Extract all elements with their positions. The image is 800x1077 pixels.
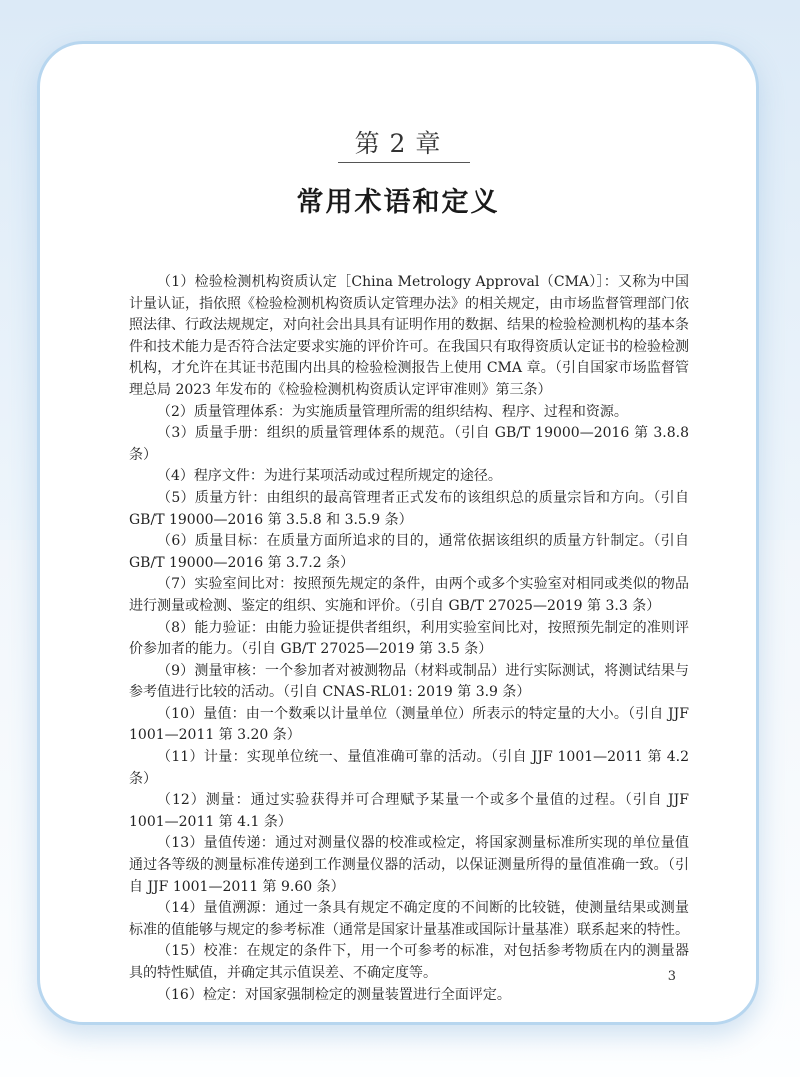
book-page-card [37, 41, 759, 1025]
definition-paragraph: （5）质量方针：由组织的最高管理者正式发布的该组织总的质量宗旨和方向。（引自 GB/T 19000—2016 第 3.5.8 和 3.5.9 条） [129, 489, 689, 528]
definition-paragraph: （8）能力验证：由能力验证提供者组织，利用实验室间比对，按照预先制定的准则评价参加者的能力。（引自 GB/T 27025—2019 第 3.5 条） [129, 619, 689, 658]
definition-paragraph: （6）质量目标：在质量方面所追求的目的，通常依据该组织的质量方针制定。（引自 GB/T 19000—2016 第 3.7.2 条） [129, 533, 689, 571]
definition-paragraph: （4）程序文件：为进行某项活动或过程所规定的途径。 [157, 468, 502, 485]
page-number: 3 [667, 969, 676, 984]
body-text [129, 272, 689, 1006]
definition-paragraph: （7）实验室间比对：按照预先规定的条件，由两个或多个实验室对相同或类似的物品进行测量或检测、鉴定的组织、实施和评价。（引自 GB/T 27025—2019 第 3.3 条） [129, 576, 689, 614]
chapter-label: 第 2 章 [354, 129, 442, 158]
definition-paragraph: （3）质量手册：组织的质量管理体系的规范。（引自 GB/T 19000—2016 第 3.8.8 条） [129, 425, 689, 463]
chapter-divider [338, 162, 470, 163]
definition-paragraph: （10）量值：由一个数乘以计量单位（测量单位）所表示的特定量的大小。（引自 JJF 1001—2011 第 3.20 条） [129, 705, 689, 744]
definition-paragraph: （2）质量管理体系：为实施质量管理所需的组织结构、程序、过程和资源。 [157, 403, 628, 420]
definition-paragraph: （13）量值传递：通过对测量仪器的校准或检定，将国家测量标准所实现的单位量值通过各等级的测量标准传递到工作测量仪器的活动，以保证测量所得的量值准确一致。（引自 JJF 1001—2011 第 9.60 条） [129, 835, 689, 895]
definition-paragraph: （11）计量：实现单位统一、量值准确可靠的活动。（引自 JJF 1001—2011 第 4.2 条） [129, 749, 689, 787]
definition-paragraph: （14）量值溯源：通过一条具有规定不确定度的不间断的比较链，使测量结果或测量标准的值能够与规定的参考标准（通常是国家计量基准或国际计量基准）联系起来的特性。 [129, 900, 689, 938]
book-page [40, 44, 756, 1022]
definition-paragraph: （15）校准：在规定的条件下，用一个可参考的标准，对包括参考物质在内的测量器具的特性赋值，并确定其示值误差、不确定度等。 [129, 943, 689, 981]
definition-paragraph: （1）检验检测机构资质认定［China Metrology Approval（CMA）］：又称为中国计量认证，指依照《检验检测机构资质认定管理办法》的相关规定，由市场监督管理部门依照法律、行政法规规定，对向社会出具具有证明作用的数据、结果的检验检测机构的基本条件和技术能力是否符合法定要求实施的评价许可。在我国只有取得资质认定证书的检验检测机构，才允许在其证书范围内出具的检验检测报告上使用 CMA 章。（引自国家市场监督管理总局 2023 年发布的《检验检测机构资质认定评审准则》第三条） [129, 274, 689, 398]
definition-paragraph: （16）检定：对国家强制检定的测量装置进行全面评定。 [157, 986, 511, 1003]
chapter-title: 常用术语和定义 [296, 187, 500, 218]
definition-paragraph: （12）测量：通过实验获得并可合理赋予某量一个或多个量值的过程。（引自 JJF 1001—2011 第 4.1 条） [129, 792, 689, 830]
definition-paragraph: （9）测量审核：一个参加者对被测物品（材料或制品）进行实际测试，将测试结果与参考值进行比较的活动。（引自 CNAS-RL01: 2019 第 3.9 条） [129, 662, 689, 701]
